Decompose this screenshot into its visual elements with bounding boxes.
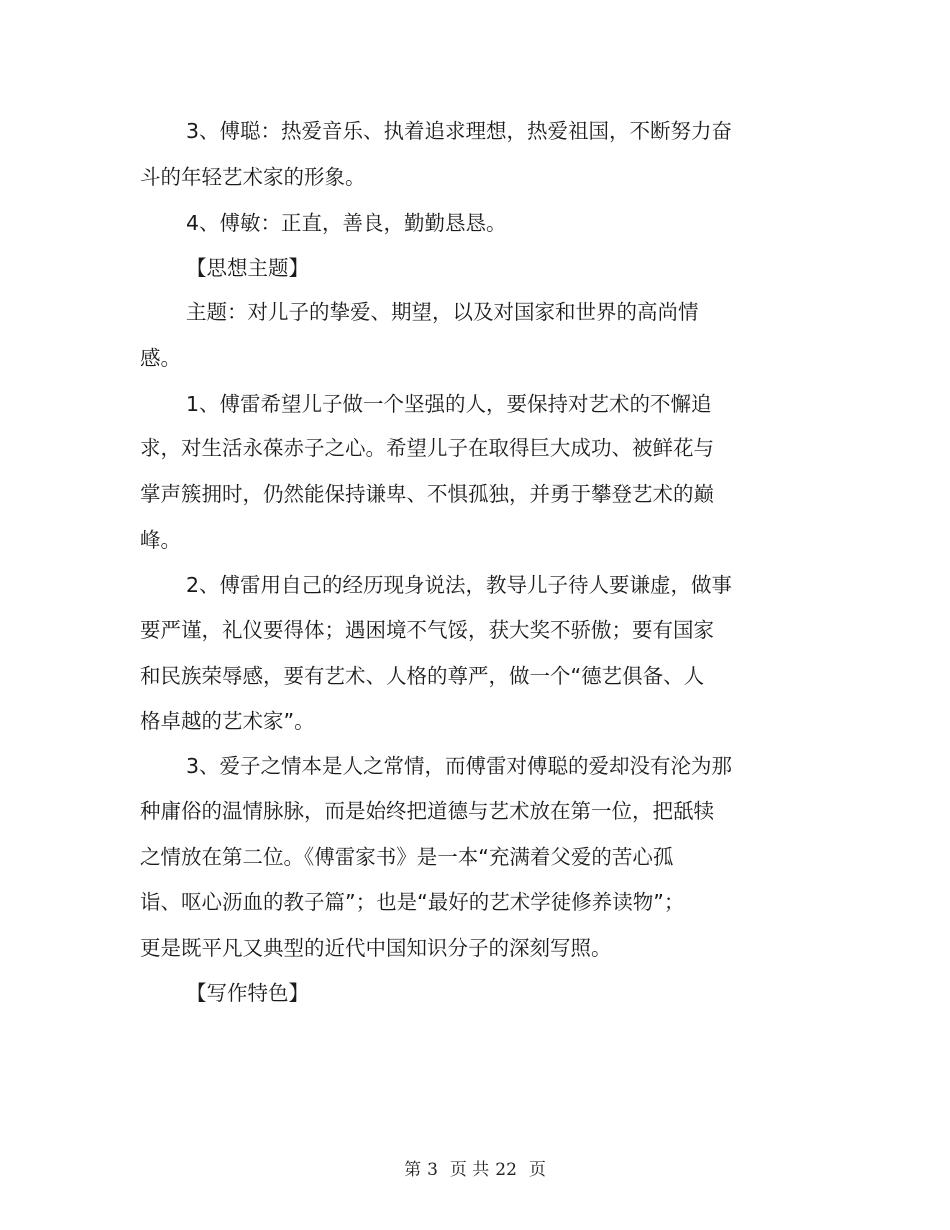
paragraph-line-18: 更是既平凡又典型的近代中国知识分子的深刻写照。	[140, 936, 612, 960]
footer-page-suffix: 页	[528, 1160, 546, 1180]
paragraph-line-8: 掌声簇拥时，仍然能保持谦卑、不惧孤独，并勇于攀登艺术的巅	[140, 482, 714, 506]
paragraph-line-6: 1、傅雷希望儿子做一个坚强的人，要保持对艺术的不懈追	[186, 392, 712, 416]
paragraph-line-17: 诣、呕心沥血的教子篇”；也是“最好的艺术学徒修养读物”；	[140, 890, 685, 914]
paragraph-line-1: 3、傅聪：热爱音乐、执着追求理想，热爱祖国，不断努力奋	[186, 119, 733, 143]
paragraph-line-13: 格卓越的艺术家”。	[140, 709, 315, 733]
paragraph-line-12: 和民族荣辱感，要有艺术、人格的尊严，做一个“德艺俱备、人	[140, 664, 705, 688]
footer-total-pages: 22	[495, 1160, 517, 1180]
paragraph-line-5: 感。	[140, 346, 181, 370]
section-heading-theme: 【思想主题】	[186, 256, 309, 280]
footer-page-mid: 页 共	[449, 1160, 490, 1180]
paragraph-line-11: 要严谨，礼仪要得体；遇困境不气馁，获大奖不骄傲；要有国家	[140, 618, 714, 642]
paragraph-line-10: 2、傅雷用自己的经历现身说法，教导儿子待人要谦虚，做事	[186, 573, 733, 597]
paragraph-line-16: 之情放在第二位。《傅雷家书》是一本“充满着父爱的苦心孤	[140, 845, 674, 869]
paragraph-line-7: 求，对生活永葆赤子之心。希望儿子在取得巨大成功、被鲜花与	[140, 436, 714, 460]
page-footer	[0, 1155, 950, 1180]
paragraph-line-3: 4、傅敏：正直，善良，勤勤恳恳。	[186, 211, 507, 235]
footer-current-page: 3	[427, 1160, 438, 1180]
footer-page-prefix: 第	[404, 1160, 422, 1180]
paragraph-line-9: 峰。	[140, 528, 181, 552]
paragraph-line-15: 种庸俗的温情脉脉，而是始终把道德与艺术放在第一位，把舐犊	[140, 799, 714, 823]
paragraph-line-14: 3、爱子之情本是人之常情，而傅雷对傅聪的爱却没有沦为那	[186, 754, 733, 778]
paragraph-line-4: 主题：对儿子的挚爱、期望，以及对国家和世界的高尚情	[186, 300, 699, 324]
paragraph-line-2: 斗的年轻艺术家的形象。	[140, 165, 366, 189]
section-heading-writing: 【写作特色】	[186, 981, 309, 1005]
